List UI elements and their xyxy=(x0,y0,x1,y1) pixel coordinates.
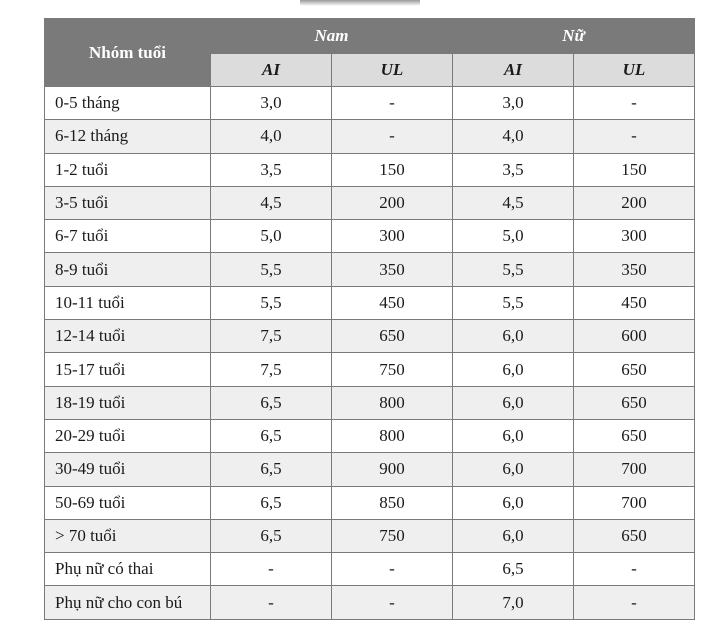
female-ul-cell: 650 xyxy=(574,386,695,419)
table-row xyxy=(45,553,695,586)
male-ul-cell: 150 xyxy=(332,153,453,186)
age-group-header: Nhóm tuổi xyxy=(45,19,211,87)
female-ul-cell: 600 xyxy=(574,320,695,353)
male-header: Nam xyxy=(211,19,453,54)
female-ai-cell: 6,0 xyxy=(453,419,574,452)
table-row xyxy=(45,519,695,552)
female-ai-cell: 4,0 xyxy=(453,120,574,153)
male-ul-cell: - xyxy=(332,87,453,120)
age-group-cell: 8-9 tuổi xyxy=(45,253,211,286)
header-row-top xyxy=(45,19,695,54)
male-ai-cell: 7,5 xyxy=(211,320,332,353)
age-group-cell: 18-19 tuổi xyxy=(45,386,211,419)
table-row xyxy=(45,120,695,153)
female-ai-cell: 3,0 xyxy=(453,87,574,120)
female-ul-cell: 300 xyxy=(574,220,695,253)
male-ul-cell: 850 xyxy=(332,486,453,519)
age-group-cell: 10-11 tuổi xyxy=(45,286,211,319)
table-row xyxy=(45,286,695,319)
male-ai-cell: 6,5 xyxy=(211,386,332,419)
female-ai-cell: 4,5 xyxy=(453,186,574,219)
male-ai-cell: 5,5 xyxy=(211,286,332,319)
female-ul-cell: - xyxy=(574,553,695,586)
female-ul-header: UL xyxy=(574,54,695,87)
female-ul-cell: - xyxy=(574,87,695,120)
male-ai-cell: 4,0 xyxy=(211,120,332,153)
female-ul-cell: - xyxy=(574,120,695,153)
table-row xyxy=(45,353,695,386)
male-ul-cell: 800 xyxy=(332,386,453,419)
male-ai-cell: 3,5 xyxy=(211,153,332,186)
cropped-title-fragment xyxy=(300,0,420,6)
female-ai-cell: 5,5 xyxy=(453,253,574,286)
table-row xyxy=(45,253,695,286)
male-ul-cell: 750 xyxy=(332,519,453,552)
female-ai-cell: 5,5 xyxy=(453,286,574,319)
female-ai-cell: 6,0 xyxy=(453,453,574,486)
male-ul-cell: 300 xyxy=(332,220,453,253)
age-group-cell: 3-5 tuổi xyxy=(45,186,211,219)
table-row xyxy=(45,320,695,353)
table-row xyxy=(45,386,695,419)
female-ai-cell: 5,0 xyxy=(453,220,574,253)
male-ul-header: UL xyxy=(332,54,453,87)
table-row xyxy=(45,153,695,186)
female-ai-cell: 7,0 xyxy=(453,586,574,619)
female-ai-cell: 6,0 xyxy=(453,386,574,419)
age-group-cell: > 70 tuổi xyxy=(45,519,211,552)
male-ul-cell: 450 xyxy=(332,286,453,319)
female-ai-cell: 6,5 xyxy=(453,553,574,586)
male-ul-cell: 750 xyxy=(332,353,453,386)
male-ai-cell: - xyxy=(211,586,332,619)
female-ai-cell: 3,5 xyxy=(453,153,574,186)
age-group-cell: 20-29 tuổi xyxy=(45,419,211,452)
female-ul-cell: 650 xyxy=(574,419,695,452)
female-ai-cell: 6,0 xyxy=(453,353,574,386)
male-ul-cell: 350 xyxy=(332,253,453,286)
male-ai-cell: 3,0 xyxy=(211,87,332,120)
female-ul-cell: 450 xyxy=(574,286,695,319)
age-group-cell: 1-2 tuổi xyxy=(45,153,211,186)
female-ul-cell: 200 xyxy=(574,186,695,219)
age-group-cell: 12-14 tuổi xyxy=(45,320,211,353)
female-ai-cell: 6,0 xyxy=(453,320,574,353)
male-ai-cell: - xyxy=(211,553,332,586)
male-ai-cell: 5,5 xyxy=(211,253,332,286)
female-ai-cell: 6,0 xyxy=(453,486,574,519)
table-row xyxy=(45,486,695,519)
table-row xyxy=(45,186,695,219)
male-ul-cell: 900 xyxy=(332,453,453,486)
male-ai-cell: 6,5 xyxy=(211,453,332,486)
male-ul-cell: 650 xyxy=(332,320,453,353)
age-group-cell: 6-7 tuổi xyxy=(45,220,211,253)
age-group-cell: 6-12 tháng xyxy=(45,120,211,153)
female-ul-cell: 650 xyxy=(574,519,695,552)
table-row xyxy=(45,419,695,452)
table-row xyxy=(45,586,695,619)
female-ul-cell: 700 xyxy=(574,486,695,519)
male-ul-cell: - xyxy=(332,553,453,586)
male-ul-cell: 800 xyxy=(332,419,453,452)
table-container xyxy=(44,18,694,620)
table-row xyxy=(45,453,695,486)
male-ai-cell: 4,5 xyxy=(211,186,332,219)
male-ai-cell: 5,0 xyxy=(211,220,332,253)
female-ul-cell: 150 xyxy=(574,153,695,186)
male-ai-cell: 7,5 xyxy=(211,353,332,386)
male-ai-cell: 6,5 xyxy=(211,519,332,552)
male-ai-header: AI xyxy=(211,54,332,87)
female-ai-cell: 6,0 xyxy=(453,519,574,552)
male-ul-cell: - xyxy=(332,586,453,619)
age-group-cell: Phụ nữ cho con bú xyxy=(45,586,211,619)
age-group-cell: 0-5 tháng xyxy=(45,87,211,120)
female-header: Nữ xyxy=(453,19,695,54)
female-ai-header: AI xyxy=(453,54,574,87)
table-row xyxy=(45,220,695,253)
age-group-cell: 15-17 tuổi xyxy=(45,353,211,386)
nutrient-requirement-table xyxy=(44,18,695,620)
male-ul-cell: - xyxy=(332,120,453,153)
age-group-cell: Phụ nữ có thai xyxy=(45,553,211,586)
table-header xyxy=(45,19,695,87)
male-ai-cell: 6,5 xyxy=(211,486,332,519)
female-ul-cell: - xyxy=(574,586,695,619)
male-ai-cell: 6,5 xyxy=(211,419,332,452)
age-group-cell: 50-69 tuổi xyxy=(45,486,211,519)
female-ul-cell: 650 xyxy=(574,353,695,386)
table-body xyxy=(45,87,695,620)
female-ul-cell: 700 xyxy=(574,453,695,486)
male-ul-cell: 200 xyxy=(332,186,453,219)
female-ul-cell: 350 xyxy=(574,253,695,286)
table-row xyxy=(45,87,695,120)
age-group-cell: 30-49 tuổi xyxy=(45,453,211,486)
